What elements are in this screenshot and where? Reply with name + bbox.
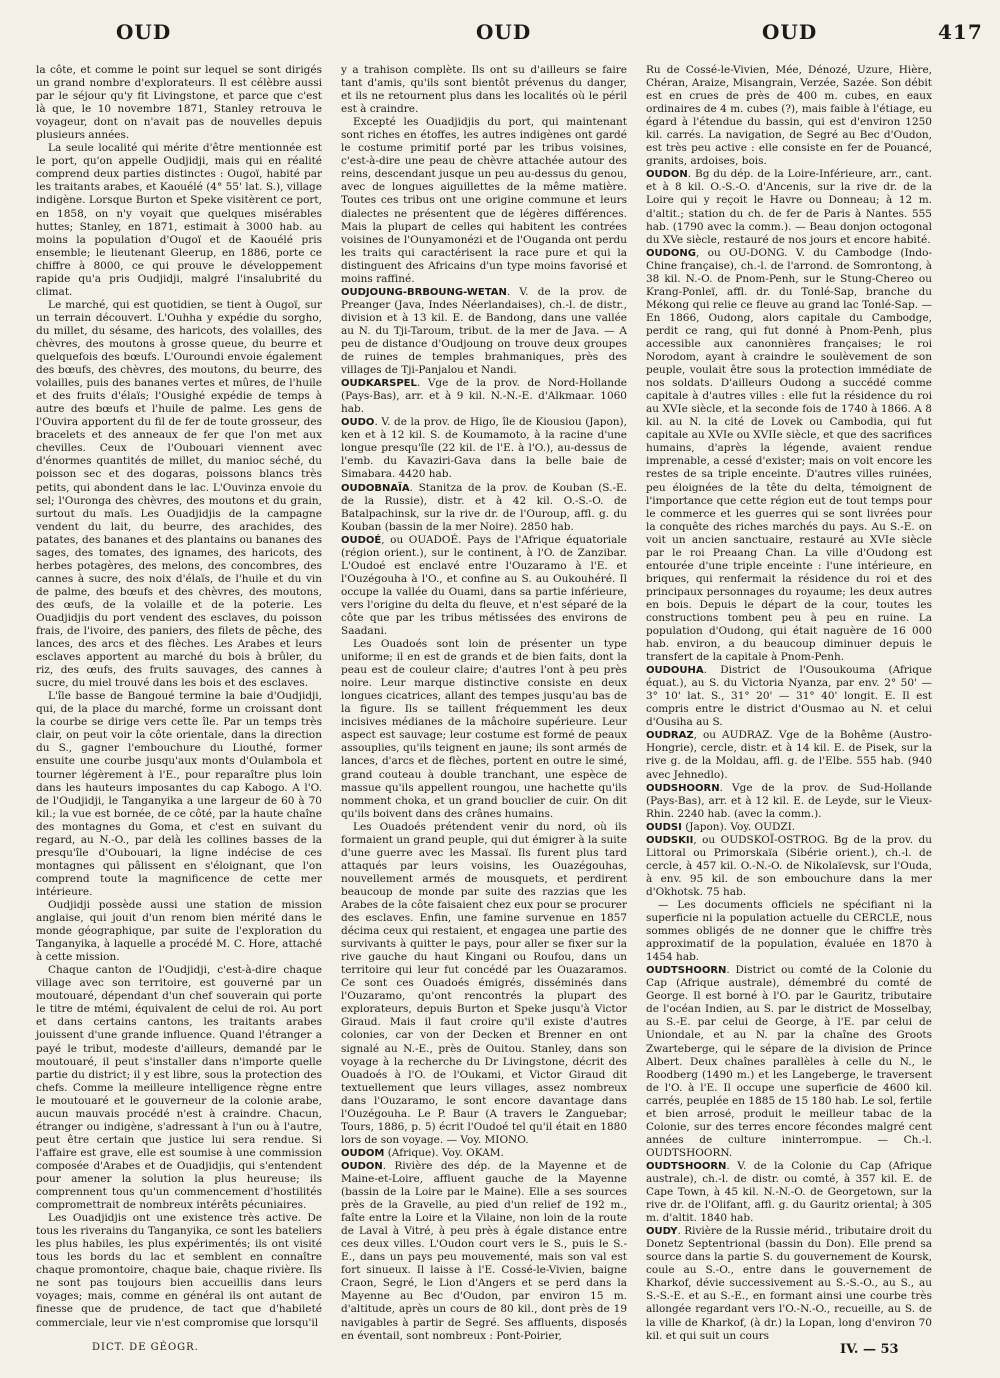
column-2-paragraph: y a trahison complète. Ils ont su d'ailleurs se faire tant d'amis, qu'ils sont bientôt prévenus du danger, et ils ne retournent plus dans les localités où le péril est à craindre. xyxy=(341,64,627,116)
column-3-paragraph: OUDON. Bg du dép. de la Loire-Inférieure, arr., cant. et à 8 kil. O.-S.-O. d'Ancenis, sur la rive dr. de la Loire qui y reçoit le Havre ou Donneau; à 12 m. d'altit.; station du ch. de fer de Paris à Nantes. 555 hab. (1790 avec la comm.). — Beau donjon octogonal du XVe siècle, restauré de nos jours et encore habité. xyxy=(646,168,932,246)
column-3-paragraph: OUDTSHOORN. District ou comté de la Colonie du Cap (Afrique australe), démembré du comté de George. Il est borné à l'O. par le Gauritz, tributaire de l'océan Indien, au S. par le district de Mosselbay, au S.-E. par celui de George, à l'E. par celui de Uniondale, et au N. par la chaîne des Groots Zwarteberge, qui le sépare de la division de Prince Albert. Deux chaînes parallèles à celle du N., le Roodberg (1490 m.) et les Langeberge, le traversent de l'O. à l'E. Il occupe une superficie de 4600 kil. carrés, peuplée en 1885 de 15 180 hab. Le sol, fertile et bien arrosé, produit le meilleur tabac de la Colonie, sur des terres encore fécondes malgré cent années de culture ininterrompue. — Ch.-l. OUDTSHOORN. xyxy=(646,964,932,1159)
column-3-paragraph: OUDONG, ou OU-DONG. V. du Cambodge (Indo-Chine française), ch.-l. de l'arrond. de Somrontong, à 38 kil. N.-O. de Pnom-Penh, sur le Stung-Chereo ou Krang-Ponleï, affl. dr. du Tonlé-Sap, branche du Mékong qui relie ce fleuve au grand lac Tonlé-Sap. — En 1866, Oudong, alors capitale du Cambodge, perdit ce rang, qui fut donné à Pnom-Penh, plus accessible aux canonnières françaises; le roi Norodom, ayant à craindre le soulèvement de son peuple, voulait être sous la protection immédiate de nos soldats. D'ailleurs Oudong a succédé comme capitale à d'autres villes : elle fut la résidence du roi au XVIe siècle, et la seconde fois de 1740 à 1866. A 8 kil. au N. la cité de Lovek ou Cambodia, qui fut capitale au XVIe ou XVIIe siècle, et que des sacrifices humains, d'après la légende, avaient rendue imprenable, a cessé d'exister; mais on voit encore les restes de sa triple enceinte. D'autres villes ruinées, peu éloignées de la tête du delta, témoignent de l'importance que cette région eut de tout temps pour le commerce et les guerres qui se sont livrées pour la conquête des riches marchés du pays. Au S.-E. on voit un ancien sanctuaire, restauré au XVIe siècle par le roi Preaang Chan. La ville d'Oudong est entourée d'une triple enceinte : l'une intérieure, en briques, qui renfermait la résidence du roi et des principaux personnages du royaume; les deux autres en bois. Depuis le départ de la cour, toutes les constructions tombent peu à peu en ruine. La population d'Oudong, qui était naguère de 16 000 hab. environ, a du beaucoup diminuer depuis le transfert de la capitale à Pnom-Penh. xyxy=(646,246,933,664)
column-2-paragraph: Les Ouadoés sont loin de présenter un type uniforme; il en est de grands et de bien faits, dont la peau est de couleur claire; d'autres l'ont à peu près noire. Leur marque distinctive consiste en deux longues cicatrices, allant des tempes jusqu'au bas de la figure. Ils se taillent fréquemment les deux incisives médianes de la mâchoire supérieure. Leur aspect est sauvage; leur costume est formé de peaux assouplies, qu'ils teignent en jaune; ils sont armés de lances, d'arcs et de flèches, portent en outre le simé, grand couteau à double tranchant, une espèce de massue qu'ils appellent roungou, une hachette qu'ils nomment choka, et un grand bouclier de cuir. On dit qu'ils boivent dans des crânes humains. xyxy=(341,638,627,820)
footer-sheet-mark: IV. — 53 xyxy=(840,1342,899,1357)
footer-signature: DICT. DE GÉOGR. xyxy=(92,1342,199,1353)
column-3-paragraph: OUDTSHOORN. V. de la Colonie du Cap (Afrique australe), ch.-l. de distr. ou comté, à 357 kil. E. de Cape Town, à 45 kil. N.-N.-O. de Georgetown, sur la rive dr. de l'Olifant, affl. g. du Gauritz oriental; à 305 m. d'altit. 1840 hab. xyxy=(646,1159,932,1225)
text-column-2 xyxy=(341,64,627,1342)
entry-headword: OUDY xyxy=(646,1226,678,1238)
column-2-paragraph: OUDON. Rivière des dép. de la Mayenne et de Maine-et-Loire, affluent gauche de la Mayenne (bassin de la Loire par le Maine). Elle a ses sources près de la Gravelle, au pied d'un relief de 192 m., faîte entre la Loire et la Vilaine, non loin de la route de Laval à Vitré, à peu près à égale distance entre ces deux villes. L'Oudon court vers le S., puis le S.-E., dans un pays peu mouvementé, mais son val est fort sinueux. Il laisse à l'E. Cossé-le-Vivien, baigne Craon, Segré, le Lion d'Angers et se perd dans la Mayenne au Bec d'Oudon, par environ 15 m. d'altitude, après un cours de 80 kil., dont près de 19 navigables à partir de Segré. Ses affluents, disposés en éventail, sont nombreux : Pont-Poirier, xyxy=(341,1159,627,1342)
entry-headword: OUDJOUNG-BRBOUNG-WETAN xyxy=(341,286,507,298)
running-head-left: OUD xyxy=(116,20,172,44)
column-1-paragraph: Chaque canton de l'Oudjidji, c'est-à-dire chaque village avec son territoire, est gouverné par un moutouaré, dépendant d'un chef souverain qui porte le titre de mtémi, équivalent de celui de roi. Au port et dans certains cantons, les traitants arabes jouissent d'une grande influence. Quand l'étranger a payé le tribut, modeste d'ailleurs, demandé par le moutouaré, il peut s'installer dans n'importe quelle partie du district; il y est libre, sous la protection des chefs. Comme la meilleure intelligence règne entre le moutouaré et le gouverneur de la colonie arabe, aucun mauvais procédé n'est à craindre. Chacun, étranger ou indigène, s'adressant à l'un ou à l'autre, peut être certain que justice lui sera rendue. Si l'affaire est grave, elle est soumise à une commission composée d'Arabes et de Ouadjidjis, qui s'entendent pour amener la solution la plus heureuse; ils comprennent tous qu'un commencement d'hostilités compromettrait de nombreux intérêts pécuniaires. xyxy=(36,964,322,1212)
running-head-right: OUD xyxy=(762,20,818,44)
column-3-paragraph: OUDSHOORN. Vge de la prov. de Sud-Hollande (Pays-Bas), arr. et à 12 kil. E. de Leyde, sur le Vieux-Rhin. 2240 hab. (avec la comm.). xyxy=(646,781,932,820)
entry-headword: OUDON xyxy=(646,169,688,181)
entry-headword: OUDONG xyxy=(646,247,696,259)
column-2-paragraph: OUDOM (Afrique). Voy. OKAM. xyxy=(341,1146,504,1159)
entry-headword: OUDSI xyxy=(646,821,682,833)
entry-headword: OUDOBNAÏA xyxy=(341,482,410,494)
column-1-paragraph: Oudjidji possède aussi une station de mission anglaise, qui jouit d'un renom bien mérité dans le monde géographique, par suite de l'exploration du Tanganyika, à laquelle a procédé M. C. Hore, attaché à cette mission. xyxy=(36,899,322,964)
column-2-paragraph: OUDO. V. de la prov. de Higo, île de Kiousiou (Japon), ken et à 12 kil. S. de Koumamoto, à la racine d'une longue presqu'île (22 kil. de l'E. à l'O.), au-dessus de l'emb. du Kavaziri-Gava dans la belle baie de Simabara. 4420 hab. xyxy=(341,416,627,481)
column-3-paragraph: — Les documents officiels ne spécifiant ni la superficie ni la population actuelle du CERCLE, nous sommes obligés de ne donner que le chiffre très approximatif de la population, évaluée en 1870 à 1454 hab. xyxy=(646,899,932,964)
column-1-paragraph: La seule localité qui mérite d'être mentionnée est le port, qu'on appelle Oudjidji, mais qui en réalité comprend deux parties distinctes : Ougoï, habité par les traitants arabes, et Kaouélé (4° 55' lat. S.), village indigène. Lorsque Burton et Speke visitèrent ce port, en 1858, on n'y voyait que quelques misérables huttes; Stanley, en 1871, estimait à 3000 hab. au moins la population d'Ougoï et de Kaouélé pris ensemble; le lieutenant Gleerup, en 1886, porte ce chiffre à 8000, ce qui prouve le développement rapide qu'a pris Oudjidji, malgré l'insalubrité du climat. xyxy=(36,142,322,298)
running-head-center: OUD xyxy=(476,20,532,44)
column-1-paragraph: Les Ouadjidjis ont une existence très active. De tous les riverains du Tanganyika, ce sont les bateliers les plus habiles, les plus expérimentés; ils ont visité tous les bords du lac et semblent en connaître chaque promontoire, chaque baie, chaque rivière. Ils ne sont pas toujours bien accueillis dans leurs voyages; mais, comme en général ils ont autant de finesse que de prudence, de tact que d'habileté commerciale, leur vie n'est compromise que lorsqu'il xyxy=(36,1212,322,1329)
entry-headword: OUDO xyxy=(341,417,375,429)
column-3-paragraph: Ru de Cossé-le-Vivien, Mée, Dénozé, Uzure, Hière, Chéran, Araize, Misangrain, Verzée, Sazée. Son débit est en crues de près de 400 m. cubes, en eaux ordinaires de 4 m. cubes (?), mais faible à l'étiage, eu égard à l'étendue du bassin, qui est d'environ 1250 kil. carrés. La navigation, de Segré au Bec d'Oudon, est très peu active : elle consiste en fer de Pouancé, granits, ardoises, bois. xyxy=(646,64,932,168)
column-2-paragraph: OUDKARSPEL. Vge de la prov. de Nord-Hollande (Pays-Bas), arr. et à 9 kil. N.-N.-E. d'Alkmaar. 1060 hab. xyxy=(341,377,627,416)
entry-headword: OUDKARSPEL xyxy=(341,378,417,390)
entry-headword: OUDRAZ xyxy=(646,730,694,742)
column-3-paragraph: OUDOUHA. District de l'Ousoukouma (Afrique équat.), au S. du Victoria Nyanza, par env. 2° 50' — 3° 10' lat. S., 31° 20' — 31° 40' longit. E. Il est compris entre le district d'Ousmao au N. et celui d'Ousiha au S. xyxy=(646,664,932,729)
entry-headword: OUDSHOORN xyxy=(646,782,720,794)
column-3-paragraph: OUDSKII, ou OUDSKOÏ-OSTROG. Bg de la prov. du Littoral ou Primorskaïa (Sibérie orient.), ch.-l. de cercle, à 457 kil. O.-N.-O. de Nikolaïevsk, sur l'Ouda, à env. 95 kil. de son embouchure dans la mer d'Okhotsk. 75 hab. xyxy=(646,833,932,898)
page-number: 417 xyxy=(938,20,983,44)
column-2-paragraph: Excepté les Ouadjidjis du port, qui maintenant sont riches en étoffes, les autres indigènes ont gardé le costume primitif porté par les tribus voisines, c'est-à-dire une peau de chèvre attachée autour des reins, descendant jusque un peu au-dessus du genou, avec de longues aiguillettes de la même matière. Toutes ces tribus ont une origine commune et leurs dialectes ne présentent que de légères différences. Mais la plupart de celles qui habitent les contrées voisines de l'Ounyamonézi et de l'Ouganda ont perdu les traits qui caractérisent la race pure et qui la distinguent des Africains d'un type moins favorisé et moins raffiné. xyxy=(341,116,627,285)
column-2-paragraph: OUDJOUNG-BRBOUNG-WETAN. V. de la prov. de Preanger (Java, Indes Néerlandaises), ch.-l. de distr., division et à 13 kil. E. de Bandong, dans une vallée au N. du Tji-Taroum, tribut. de la mer de Java. — A peu de distance d'Oudjoung on trouve deux groupes de ruines de temples brahmaniques, près des villages de Tji-Panjalou et Nandi. xyxy=(341,285,627,377)
entry-headword: OUDOUHA xyxy=(646,665,704,677)
text-column-1 xyxy=(36,64,322,1329)
column-3-paragraph: OUDY. Rivière de la Russie mérid., tributaire droit du Donetz Septentrional (bassin du Don). Elle prend sa source dans la partie S. du gouvernement de Koursk, coule au S.-O., entre dans le gouvernement de Kharkof, dévie successivement au S.-S.-O., au S., au S.-S.-E. et au S.-E., en formant ainsi une courbe très allongée regardant vers l'O.-N.-O., recueille, au S. de la ville de Kharkof, (à dr.) la Lopan, long d'environ 70 kil. et qui suit un cours xyxy=(646,1225,932,1342)
entry-headword: OUDTSHOORN xyxy=(646,965,727,977)
column-1-paragraph: L'île basse de Bangoué termine la baie d'Oudjidji, qui, de la place du marché, forme un croissant dont la courbe se dirige vers cette île. Par un temps très clair, on peut voir la côte orientale, dans la direction du S., gagner l'embouchure du Liouthé, former ensuite une courbe jusqu'aux monts d'Oulambola et tourner légèrement à l'E., pour reparaître plus loin dans les hauteurs imposantes du cap Kabogo. A l'O. de l'Oudjidji, le Tanganyika a une largeur de 60 à 70 kil.; la vue est bornée, de ce côté, par la haute chaîne des montagnes du Goma, et c'est en suivant du regard, au N.-O., par delà les collines basses de la presqu'île d'Oubouari, la ligne indécise de ces montagnes qui pâlissent en s'éloignant, que l'on comprend toute la magnificence de cette mer intérieure. xyxy=(36,690,322,898)
column-3-paragraph: OUDRAZ, ou AUDRAZ. Vge de la Bohême (Austro-Hongrie), cercle, distr. et à 14 kil. E. de Pisek, sur la rive g. de la Moldau, affl. g. de l'Elbe. 555 hab. (940 avec Jehnedlo). xyxy=(646,729,932,781)
column-1-paragraph: la côte, et comme le point sur lequel se sont dirigés un grand nombre d'explorateurs. Il est célèbre aussi par le séjour qu'y fit Livingstone, et parce que c'est là que, le 10 novembre 1871, Stanley retrouva le voyageur, dont on n'avait pas de nouvelles depuis plusieurs années. xyxy=(36,64,322,142)
entry-headword: OUDSKII xyxy=(646,834,694,846)
column-2-paragraph: OUDOÉ, ou OUADOÉ. Pays de l'Afrique équatoriale (région orient.), sur le continent, à l'O. de Zanzibar. L'Oudoé est enclavé entre l'Ouzaramo à l'E. et l'Ouzégouha à l'O., et confine au S. au Oukouhéré. Il occupe la vallée du Ouami, dans sa partie inférieure, vers l'origine du delta du fleuve, et n'est séparé de la côte que par les tribus métissées des environs de Saadani. xyxy=(341,533,627,638)
text-column-3 xyxy=(646,64,933,1342)
column-3-paragraph: OUDSI (Japon). Voy. OUDZI. xyxy=(646,820,796,833)
column-2-paragraph: OUDOBNAÏA. Stanitza de la prov. de Kouban (S.-E. de la Russie), distr. et à 42 kil. O.-S.-O. de Batalpachinsk, sur la rive dr. de l'Ouroup, affl. g. du Kouban (bassin de la mer Noire). 2850 hab. xyxy=(341,481,627,533)
column-2-paragraph: Les Ouadoés prétendent venir du nord, où ils formaient un grand peuple, qui dut émigrer à la suite d'une guerre avec les Massaï. Ils furent plus tard attaqués par leurs voisins, les Ouazégouhas, nouvellement armés de mousquets, et perdirent beaucoup de monde par suite des razzias que les Arabes de la côte faisaient chez eux pour se procurer des esclaves. Enfin, une famine survenue en 1857 décima ceux qui restaient, et engagea une partie des survivants à quitter le pays, pour aller se fixer sur la rive gauche du haut Kingani ou Roufou, dans un territoire qui leur fut concédé par les Ouazaramos. Ce sont ces Ouadoés émigrés, disséminés dans l'Ouzaramo, qu'ont rencontrés la plupart des explorateurs, depuis Burton et Speke jusqu'à Victor Giraud. Mais il faut croire qu'il existe d'autres colonies, car von der Decken et Brenner en ont signalé au N.-E., près de Ouitou. Stanley, dans son voyage à la recherche du Dr Livingstone, décrit des Ouadoés à l'O. de l'Oukami, et Victor Giraud dit textuellement que leurs villages, assez nombreux dans l'Ouzaramo, le sont encore davantage dans l'Ouzégouha. Le P. Baur (A travers le Zanguebar; Tours, 1886, p. 5) écrit l'Oudoé tel qu'il était en 1880 lors de son voyage. — Voy. MIONO. xyxy=(341,820,627,1146)
column-1-paragraph: Le marché, qui est quotidien, se tient à Ougoï, sur un terrain découvert. L'Ouhha y expédie du sorgho, du millet, du sésame, des haricots, des volailles, des chèvres, des moutons à grosse queue, du beurre et quelquefois des bœufs. L'Ouroundi envoie également des bœufs, des chèvres, des moutons, du beurre, des volailles, puis des bananes vertes et mûres, de l'huile et des fruits d'élaïs; l'Ousighé expédie de temps à autre des bœufs et l'huile de palme. Les gens de l'Ouvira apportent du fil de fer de toute grosseur, des bracelets et des anneaux de fer que l'on met aux chevilles. Ceux de l'Oubouari viennent avec d'énormes quantités de millet, du manioc séché, du poisson sec et des dogaras, poissons blancs très petits, qui abondent dans le lac. L'Ouvinza envoie du sel; l'Ouronga des chèvres, des moutons et du grain, surtout du maïs. Les Ouadjidjis de la campagne vendent du lait, du beurre, des arachides, des patates, des bananes et des plantains ou bananes des sages, des tomates, des ignames, des haricots, des herbes potagères, des melons, des concombres, des cannes à sucre, des noix d'élaïs, de l'huile et du vin de palme, des bœufs et des chèvres, des moutons, des œufs, de la volaille et de la poterie. Les Ouadjidjis du port vendent des esclaves, du poisson frais, de l'ivoire, des paniers, des filets de pêche, des lances, des arcs et des flèches. Les Arabes et leurs esclaves apportent au marché du bois à brûler, du riz, des œufs, des fruits sauvages, des cannes à sucre, du miel trouvé dans les bois et des esclaves. xyxy=(36,298,322,690)
entry-headword: OUDOM xyxy=(341,1147,385,1159)
entry-headword: OUDOÉ xyxy=(341,534,382,546)
entry-headword: OUDTSHOORN xyxy=(646,1160,727,1172)
entry-headword: OUDON xyxy=(341,1160,383,1172)
